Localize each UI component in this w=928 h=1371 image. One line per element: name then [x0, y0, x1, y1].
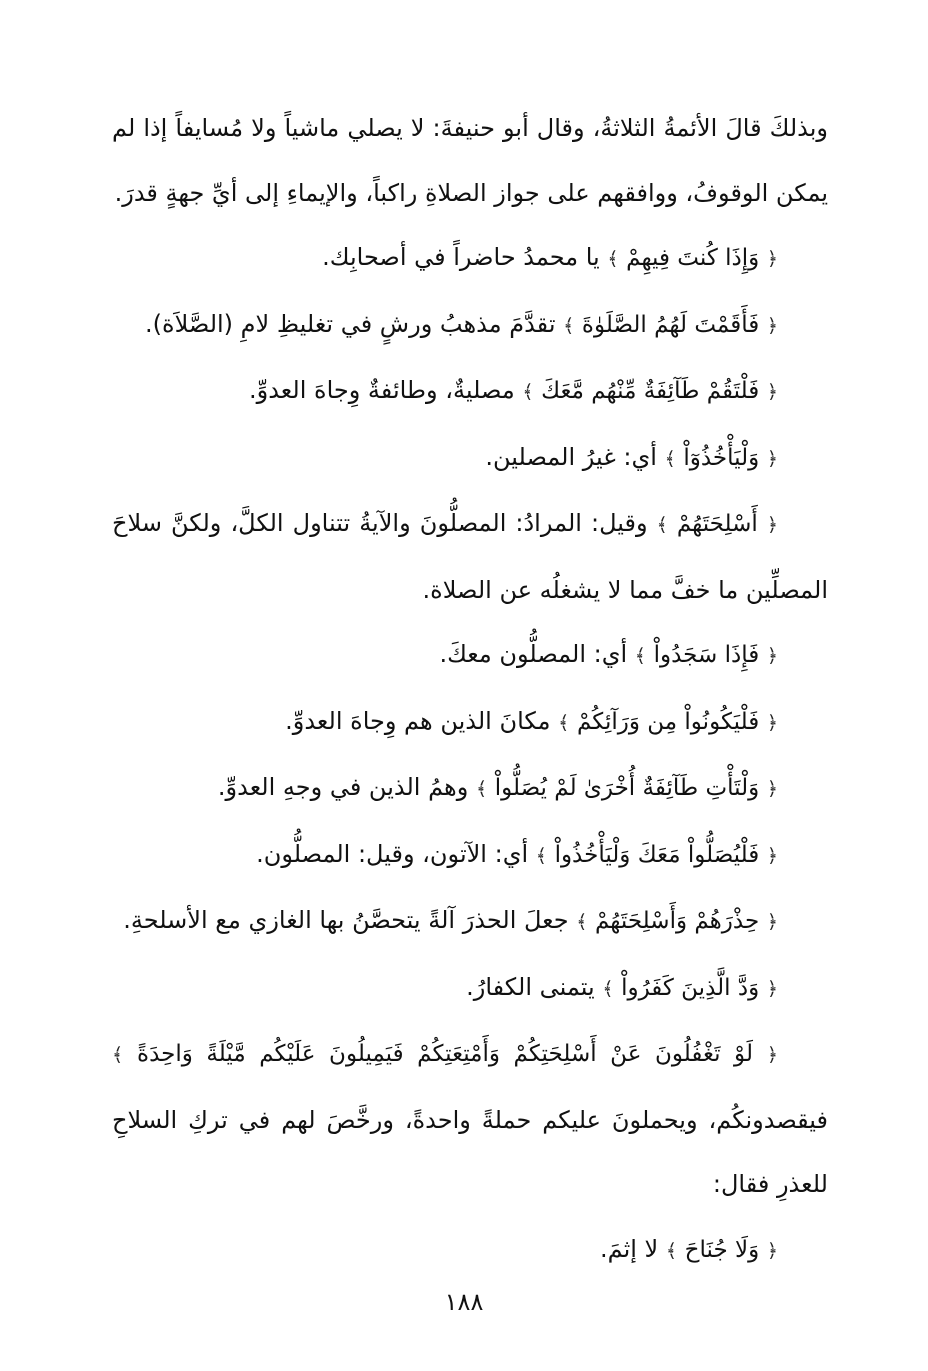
- paragraph: [112, 822, 828, 889]
- quran-bracket-open: ﴿: [766, 844, 778, 867]
- paragraph-text: أي: المصلُّون معكَ.: [439, 640, 635, 668]
- quran-verse: لَوْ تَغْفُلُونَ عَنْ أَسْلِحَتِكُمْ وَأَمْتِعَتِكُمْ فَيَمِيلُونَ عَلَيْكُم مَّيْلَةً وَاحِدَةً: [137, 1041, 753, 1067]
- paragraph-text: فيقصدونكُم، ويحملونَ عليكم حملةً واحدةً، ورخَّصَ لهم في تركِ السلاحِ للعذرِ فقال:: [112, 1105, 828, 1198]
- paragraph: [112, 755, 828, 822]
- quran-bracket-close: ﴾: [558, 711, 570, 734]
- quran-verse: فَلْيُصَلُّواْ مَعَكَ وَلْيَأْخُذُواْ: [554, 841, 760, 868]
- quran-bracket-close: ﴾: [607, 248, 619, 270]
- paragraph-text: يا محمدُ حاضراً في أصحابِك.: [322, 243, 608, 271]
- paragraph-text: وهمُ الذين في وجهِ العدوِّ.: [217, 773, 476, 801]
- quran-bracket-close: ﴾: [535, 844, 547, 867]
- paragraph: [112, 622, 828, 689]
- paragraph-text: أي: الآتون، وقيل: المصلُّون.: [256, 839, 536, 868]
- quran-bracket-close: ﴾: [576, 911, 588, 933]
- quran-verse: فَأَقَمْتَ لَهُمُ الصَّلَوٰةَ: [581, 311, 760, 338]
- quran-bracket-close: ﴾: [563, 314, 575, 337]
- paragraph-text: لا إثمَ.: [599, 1234, 666, 1263]
- quran-bracket-open: ﴿: [766, 248, 778, 270]
- paragraph-text: وبذلكَ قالَ الأئمةُ الثلاثةُ، وقال أبو حنيفةَ: لا يصلي ماشياً ولا مُسايفاً إذا لم يمكن الوقوفُ، ووافقهم على جواز الصلاةِ راكباً، والإيماءِ إلى أيِّ جهةٍ قدرَ.: [112, 114, 828, 207]
- paragraph-text: أي: غيرُ المصلين.: [485, 442, 665, 471]
- paragraph: [112, 955, 828, 1022]
- paragraph: [112, 292, 828, 359]
- paragraph-text: جعلَ الحذرَ آلةً يتحصَّنُ بها الغازي مع الأسلحةِ.: [123, 906, 577, 934]
- quran-bracket-close: ﴾: [602, 977, 614, 1000]
- paragraph-text: تقدَّمَ مذهبُ ورشٍ في تغليظِ لامِ (الصَّلاَة).: [145, 309, 564, 338]
- body-text: [112, 96, 828, 1283]
- quran-verse: وَإِذَا كُنتَ فِيهِمْ: [626, 245, 760, 271]
- quran-verse: وَدَّ الَّذِينَ كَفَرُواْ: [621, 974, 760, 1001]
- quran-bracket-open: ﴿: [766, 514, 778, 536]
- quran-verse: وَلْيَأْخُذُوٓاْ: [683, 444, 760, 471]
- quran-bracket-open: ﴿: [766, 381, 778, 403]
- paragraph: [112, 491, 828, 622]
- quran-bracket-open: ﴿: [766, 778, 778, 800]
- quran-bracket-close: ﴾: [522, 381, 534, 403]
- quran-verse: أَسْلِحَتَهُمْ: [676, 511, 758, 537]
- quran-verse: حِذْرَهُمْ وَأَسْلِحَتَهُمْ: [594, 908, 760, 934]
- quran-bracket-open: ﴿: [766, 1044, 778, 1066]
- quran-bracket-close: ﴾: [475, 778, 488, 800]
- paragraph-text: يتمنى الكفارُ.: [466, 972, 603, 1001]
- quran-bracket-open: ﴿: [766, 645, 778, 667]
- quran-bracket-close: ﴾: [112, 1044, 124, 1066]
- quran-bracket-close: ﴾: [665, 1239, 678, 1262]
- quran-bracket-close: ﴾: [664, 447, 676, 470]
- quran-bracket-open: ﴿: [766, 711, 778, 734]
- paragraph: [112, 888, 828, 955]
- paragraph-text: وقيل: المرادُ: المصلُّونَ والآيةُ تتناول الكلَّ، ولكنَّ سلاحَ المصلِّين ما خفَّ مما لا يشغلُه عن الصلاة.: [112, 509, 828, 604]
- quran-bracket-open: ﴿: [766, 911, 778, 933]
- quran-verse: وَلَا جُنَاحَ: [684, 1236, 760, 1263]
- paragraph: [112, 225, 828, 292]
- quran-verse: فَإِذَا سَجَدُواْ: [653, 642, 760, 668]
- quran-verse: وَلْتَأْتِ طَآئِفَةٌ أُخْرَىٰ لَمْ يُصَلُّواْ: [494, 775, 760, 801]
- paragraph-text: مصليةٌ، وطائفةٌ وِجاهَ العدوِّ.: [248, 376, 523, 404]
- quran-bracket-open: ﴿: [766, 1239, 778, 1262]
- paragraph: [112, 689, 828, 756]
- quran-verse: فَلْتَقُمْ طَآئِفَةٌ مِّنْهُم مَّعَكَ: [541, 378, 760, 404]
- paragraph: [112, 96, 828, 225]
- quran-verse: فَلْيَكُونُواْ مِن وَرَآئِكُمْ: [576, 708, 760, 735]
- page-number: ١٨٨: [444, 1288, 484, 1316]
- paragraph: [112, 425, 828, 492]
- paragraph: [112, 1021, 828, 1217]
- quran-bracket-open: ﴿: [766, 977, 778, 1000]
- paragraph-text: مكانَ الذين هم وِجاهَ العدوِّ.: [285, 706, 559, 735]
- paragraph: [112, 1217, 828, 1284]
- quran-bracket-open: ﴿: [766, 447, 778, 470]
- quran-bracket-close: ﴾: [656, 514, 668, 536]
- quran-bracket-close: ﴾: [634, 645, 646, 667]
- paragraph: [112, 358, 828, 425]
- quran-bracket-open: ﴿: [766, 314, 778, 337]
